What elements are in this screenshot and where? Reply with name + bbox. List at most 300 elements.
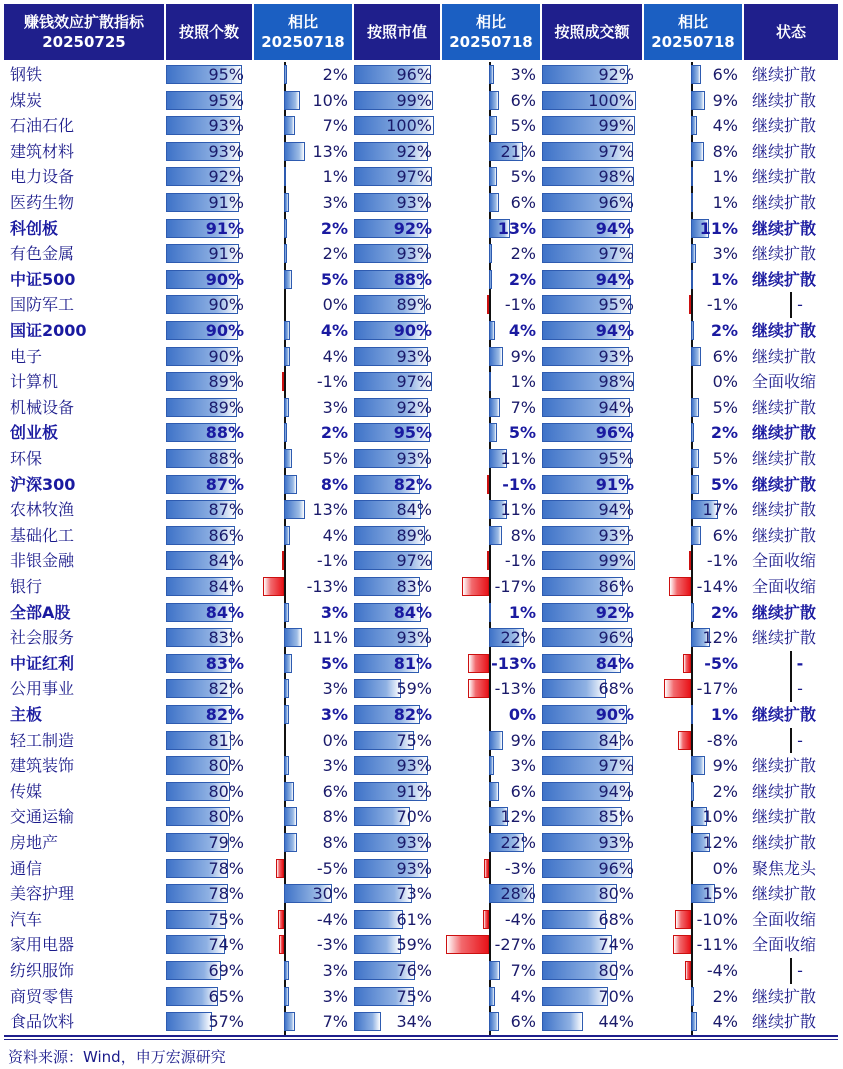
- change-value: 7%: [322, 1012, 348, 1032]
- change-value: 0%: [712, 372, 738, 392]
- level-value: 92%: [396, 141, 432, 161]
- change-value: -1%: [504, 295, 536, 315]
- change-value: 6%: [322, 781, 348, 801]
- row-name: 医药生物: [10, 193, 75, 212]
- change-value: -10%: [696, 909, 738, 929]
- level-value: 96%: [598, 858, 634, 878]
- level-value: 91%: [208, 244, 244, 264]
- level-value: 93%: [598, 346, 634, 366]
- status-label: 继续扩散: [752, 193, 817, 212]
- level-value: 99%: [598, 116, 634, 136]
- status-label: 继续扩散: [752, 1012, 817, 1032]
- change-value: 2%: [508, 269, 536, 289]
- change-value: 11%: [699, 218, 738, 238]
- row-name: 有色金属: [10, 244, 75, 264]
- header-title: 赚钱效应扩散指标 20250725: [4, 4, 164, 60]
- change-value: 8%: [510, 525, 536, 545]
- change-value: 1%: [712, 167, 738, 187]
- change-value: 12%: [702, 833, 738, 852]
- status-axis: [790, 292, 792, 318]
- level-value: 98%: [598, 167, 634, 187]
- level-value: 100%: [386, 116, 432, 136]
- change-value: 1%: [322, 167, 348, 187]
- table-row: [0, 472, 843, 498]
- level-value: 84%: [208, 577, 244, 596]
- table-row: [0, 241, 843, 267]
- table-row: [0, 292, 843, 318]
- change-value: 11%: [500, 500, 536, 520]
- level-value: 59%: [396, 679, 432, 699]
- change-value: 4%: [712, 116, 738, 136]
- change-value: 5%: [508, 423, 536, 443]
- change-value: 8%: [322, 807, 348, 827]
- level-value: 94%: [598, 781, 634, 801]
- level-value: 93%: [396, 244, 432, 264]
- level-value: 83%: [396, 577, 432, 596]
- change-value: -1%: [706, 551, 738, 571]
- level-value: 93%: [396, 193, 432, 212]
- row-name: 国证2000: [10, 321, 87, 340]
- change-value: 3%: [322, 679, 348, 699]
- change-value: 6%: [712, 346, 738, 366]
- status-label: 继续扩散: [752, 833, 817, 852]
- table-row: [0, 216, 843, 242]
- change-value: -13%: [494, 679, 536, 699]
- status-label: 继续扩散: [752, 269, 817, 289]
- status-label: 继续扩散: [752, 474, 817, 494]
- change-value: 12%: [702, 628, 738, 648]
- header-status: 状态: [744, 4, 838, 60]
- level-value: 84%: [393, 602, 432, 622]
- header-mktcap: 按照市值: [354, 4, 440, 60]
- status-label: 全面收缩: [752, 935, 817, 955]
- level-value: 70%: [598, 986, 634, 1006]
- change-value: 1%: [510, 372, 536, 392]
- change-value: 11%: [500, 449, 536, 468]
- change-value: 5%: [510, 167, 536, 187]
- change-value: -1%: [502, 474, 536, 494]
- row-name: 非银金融: [10, 551, 75, 571]
- status-label: 继续扩散: [752, 756, 817, 776]
- change-value: 30%: [312, 884, 348, 904]
- level-value: 87%: [208, 500, 244, 520]
- level-value: 83%: [205, 653, 244, 673]
- level-value: 81%: [393, 653, 432, 673]
- level-value: 97%: [598, 244, 634, 264]
- level-value: 34%: [396, 1012, 432, 1032]
- row-name: 公用事业: [10, 679, 75, 699]
- table-row: [0, 190, 843, 216]
- change-value: 3%: [510, 65, 536, 84]
- change-value: -1%: [316, 551, 348, 571]
- level-value: 92%: [595, 602, 634, 622]
- change-value: 3%: [320, 705, 348, 724]
- level-value: 84%: [396, 500, 432, 520]
- change-value: 8%: [712, 141, 738, 161]
- table-row: [0, 369, 843, 395]
- level-value: 93%: [598, 833, 634, 852]
- row-name: 建筑装饰: [10, 756, 75, 776]
- level-value: 96%: [598, 193, 634, 212]
- header-mktcap-change: 相比 20250718: [442, 4, 540, 60]
- change-value: 7%: [510, 397, 536, 417]
- status-label: 继续扩散: [752, 141, 817, 161]
- status-label: 继续扩散: [752, 602, 817, 622]
- level-value: 96%: [396, 65, 432, 84]
- status-label: 继续扩散: [752, 705, 817, 724]
- table-row: [0, 881, 843, 907]
- change-value: 3%: [322, 193, 348, 212]
- level-value: 95%: [208, 90, 244, 110]
- level-value: 61%: [396, 909, 432, 929]
- table-row: [0, 267, 843, 293]
- status-label: 继续扩散: [752, 218, 817, 238]
- level-value: 90%: [205, 269, 244, 289]
- row-name: 银行: [10, 577, 43, 596]
- row-name: 煤炭: [10, 90, 43, 110]
- change-value: -3%: [504, 858, 536, 878]
- level-value: 92%: [393, 218, 432, 238]
- change-value: 2%: [322, 244, 348, 264]
- table-row: [0, 779, 843, 805]
- level-value: 80%: [208, 781, 244, 801]
- status-label: 继续扩散: [752, 116, 817, 136]
- status-label: 全面收缩: [752, 577, 817, 596]
- status-label: 全面收缩: [752, 909, 817, 929]
- change-value: 6%: [510, 1012, 536, 1032]
- level-value: 97%: [396, 551, 432, 571]
- row-name: 社会服务: [10, 628, 75, 648]
- bottom-rule-thin: [4, 1039, 838, 1040]
- level-value: 82%: [208, 679, 244, 699]
- level-value: 93%: [396, 833, 432, 852]
- level-value: 88%: [208, 449, 244, 468]
- row-name: 机械设备: [10, 397, 75, 417]
- level-value: 78%: [208, 884, 244, 904]
- change-value: 12%: [500, 807, 536, 827]
- change-value: 4%: [510, 986, 536, 1006]
- row-name: 全部A股: [10, 602, 71, 622]
- change-value: -3%: [316, 935, 348, 955]
- level-value: 97%: [396, 167, 432, 187]
- status-label: 继续扩散: [752, 525, 817, 545]
- status-label: 继续扩散: [752, 244, 817, 264]
- table-row: [0, 497, 843, 523]
- level-value: 93%: [396, 756, 432, 776]
- table-row: [0, 139, 843, 165]
- level-value: 90%: [595, 705, 634, 724]
- level-value: 86%: [598, 577, 634, 596]
- change-value: 5%: [712, 397, 738, 417]
- status-axis: [790, 676, 792, 702]
- level-value: 93%: [598, 525, 634, 545]
- level-value: 94%: [598, 500, 634, 520]
- change-value: 1%: [712, 193, 738, 212]
- table-row: [0, 344, 843, 370]
- status-axis: [790, 728, 792, 754]
- change-value: 7%: [322, 116, 348, 136]
- status-label: 继续扩散: [752, 986, 817, 1006]
- status-axis: [790, 651, 792, 677]
- level-value: 88%: [393, 269, 432, 289]
- change-value: 2%: [712, 781, 738, 801]
- level-value: 93%: [396, 628, 432, 648]
- change-value: 0%: [322, 295, 348, 315]
- status-label: -: [797, 295, 803, 315]
- row-name: 家用电器: [10, 935, 75, 955]
- status-label: 继续扩散: [752, 346, 817, 366]
- level-value: 88%: [205, 423, 244, 443]
- status-label: 全面收缩: [752, 551, 817, 571]
- change-value: -13%: [306, 577, 348, 596]
- level-value: 70%: [396, 807, 432, 827]
- status-label: 聚焦龙头: [752, 858, 817, 878]
- level-value: 75%: [208, 909, 244, 929]
- change-value: 5%: [320, 653, 348, 673]
- row-name: 石油石化: [10, 116, 75, 136]
- level-value: 95%: [598, 449, 634, 468]
- change-value: 0%: [508, 705, 536, 724]
- level-value: 93%: [396, 858, 432, 878]
- row-name: 基础化工: [10, 525, 75, 545]
- level-value: 92%: [396, 397, 432, 417]
- change-value: -27%: [494, 935, 536, 955]
- row-name: 轻工制造: [10, 730, 75, 750]
- change-value: 9%: [712, 90, 738, 110]
- change-value: 2%: [712, 986, 738, 1006]
- source-note: 资料来源：Wind，申万宏源研究: [8, 1048, 226, 1066]
- change-value: 2%: [322, 65, 348, 84]
- table-row: [0, 932, 843, 958]
- level-value: 80%: [598, 884, 634, 904]
- level-value: 93%: [396, 346, 432, 366]
- row-name: 环保: [10, 449, 43, 468]
- level-value: 82%: [205, 705, 244, 724]
- change-value: -4%: [504, 909, 536, 929]
- level-value: 81%: [208, 730, 244, 750]
- status-label: 继续扩散: [752, 65, 817, 84]
- change-value: 3%: [510, 756, 536, 776]
- status-label: 继续扩散: [752, 500, 817, 520]
- change-value: 1%: [710, 705, 738, 724]
- change-value: 5%: [712, 449, 738, 468]
- level-value: 90%: [205, 321, 244, 340]
- level-value: 84%: [595, 653, 634, 673]
- status-label: -: [797, 730, 803, 750]
- row-name: 传媒: [10, 781, 43, 801]
- change-value: 9%: [510, 730, 536, 750]
- level-value: 93%: [208, 141, 244, 161]
- change-value: 4%: [322, 346, 348, 366]
- row-name: 创业板: [10, 423, 59, 443]
- row-name: 计算机: [10, 372, 59, 392]
- table-row: [0, 62, 843, 88]
- level-value: 94%: [595, 269, 634, 289]
- row-name: 国防军工: [10, 295, 75, 315]
- row-name: 中证红利: [10, 653, 75, 673]
- header-turnover-change: 相比 20250718: [644, 4, 742, 60]
- level-value: 89%: [208, 372, 244, 392]
- level-value: 57%: [208, 1012, 244, 1032]
- status-label: 继续扩散: [752, 884, 817, 904]
- change-value: 2%: [510, 244, 536, 264]
- status-label: 继续扩散: [752, 449, 817, 468]
- level-value: 95%: [598, 295, 634, 315]
- change-value: -14%: [696, 577, 738, 596]
- level-value: 68%: [598, 909, 634, 929]
- change-value: 3%: [322, 986, 348, 1006]
- status-label: -: [797, 679, 803, 699]
- status-label: 继续扩散: [752, 781, 817, 801]
- level-value: 90%: [208, 295, 244, 315]
- table-row: [0, 164, 843, 190]
- row-name: 食品饮料: [10, 1012, 75, 1032]
- change-value: -13%: [491, 653, 536, 673]
- change-value: 3%: [322, 756, 348, 776]
- change-value: -1%: [706, 295, 738, 315]
- change-value: 6%: [510, 193, 536, 212]
- level-value: 94%: [595, 321, 634, 340]
- table-row: [0, 702, 843, 728]
- level-value: 80%: [208, 807, 244, 827]
- table-row: [0, 984, 843, 1010]
- status-label: 继续扩散: [752, 321, 817, 340]
- change-value: 1%: [710, 269, 738, 289]
- level-value: 73%: [396, 884, 432, 904]
- row-name: 商贸零售: [10, 986, 75, 1006]
- level-value: 78%: [208, 858, 244, 878]
- level-value: 90%: [393, 321, 432, 340]
- level-value: 97%: [598, 756, 634, 776]
- table-row: [0, 728, 843, 754]
- table-row: [0, 830, 843, 856]
- level-value: 82%: [393, 705, 432, 724]
- change-value: 3%: [712, 244, 738, 264]
- table-row: [0, 88, 843, 114]
- change-value: 5%: [322, 449, 348, 468]
- level-value: 80%: [208, 756, 244, 776]
- status-label: 继续扩散: [752, 423, 817, 443]
- level-value: 86%: [208, 525, 244, 545]
- table-row: [0, 625, 843, 651]
- change-value: 2%: [320, 423, 348, 443]
- level-value: 89%: [396, 295, 432, 315]
- change-value: 2%: [710, 321, 738, 340]
- change-value: 7%: [510, 961, 536, 980]
- change-value: 9%: [510, 346, 536, 366]
- level-value: 75%: [396, 986, 432, 1006]
- status-label: 继续扩散: [752, 167, 817, 187]
- table-row: [0, 548, 843, 574]
- level-value: 75%: [396, 730, 432, 750]
- table-header: [4, 4, 838, 60]
- status-label: 继续扩散: [752, 90, 817, 110]
- level-value: 91%: [396, 781, 432, 801]
- level-value: 92%: [208, 167, 244, 187]
- change-value: 8%: [322, 833, 348, 852]
- row-name: 电子: [10, 346, 43, 366]
- change-value: -17%: [696, 679, 738, 699]
- level-value: 99%: [396, 90, 432, 110]
- row-name: 农林牧渔: [10, 500, 75, 520]
- level-value: 74%: [598, 935, 634, 955]
- change-value: -5%: [316, 858, 348, 878]
- level-value: 97%: [598, 141, 634, 161]
- change-value: 22%: [500, 833, 536, 852]
- change-value: 3%: [322, 961, 348, 980]
- level-value: 95%: [208, 65, 244, 84]
- change-value: -8%: [706, 730, 738, 750]
- change-value: 11%: [312, 628, 348, 648]
- level-value: 69%: [208, 961, 244, 980]
- table-row: [0, 395, 843, 421]
- level-value: 96%: [598, 628, 634, 648]
- change-value: 0%: [322, 730, 348, 750]
- row-name: 电力设备: [10, 167, 75, 187]
- level-value: 83%: [208, 628, 244, 648]
- table-row: [0, 907, 843, 933]
- table-row: [0, 958, 843, 984]
- row-name: 纺织服饰: [10, 961, 75, 980]
- status-label: -: [797, 961, 803, 980]
- level-value: 91%: [205, 218, 244, 238]
- change-value: 2%: [710, 423, 738, 443]
- table-row: [0, 804, 843, 830]
- level-value: 65%: [208, 986, 244, 1006]
- level-value: 44%: [598, 1012, 634, 1032]
- row-name: 科创板: [10, 218, 59, 238]
- level-value: 90%: [208, 346, 244, 366]
- level-value: 96%: [595, 423, 634, 443]
- level-value: 100%: [588, 90, 634, 110]
- change-value: 4%: [508, 321, 536, 340]
- level-value: 68%: [598, 679, 634, 699]
- change-value: 13%: [312, 500, 348, 520]
- level-value: 59%: [396, 935, 432, 955]
- change-value: 22%: [500, 628, 536, 648]
- level-value: 87%: [205, 474, 244, 494]
- change-value: -4%: [706, 961, 738, 980]
- change-value: 28%: [500, 884, 536, 904]
- level-value: 97%: [396, 372, 432, 392]
- row-name: 房地产: [10, 833, 59, 852]
- table-row: [0, 113, 843, 139]
- row-name: 美容护理: [10, 884, 75, 904]
- table-row: [0, 753, 843, 779]
- change-value: 4%: [320, 321, 348, 340]
- level-value: 99%: [598, 551, 634, 571]
- level-value: 98%: [598, 372, 634, 392]
- change-value: 9%: [712, 756, 738, 776]
- table-row: [0, 523, 843, 549]
- row-name: 交通运输: [10, 807, 75, 827]
- level-value: 91%: [208, 193, 244, 212]
- change-value: 13%: [497, 218, 536, 238]
- change-value: 3%: [320, 602, 348, 622]
- level-value: 93%: [208, 116, 244, 136]
- change-value: 6%: [510, 90, 536, 110]
- change-value: 5%: [510, 116, 536, 136]
- change-value: 10%: [312, 90, 348, 110]
- table-row: [0, 574, 843, 600]
- row-name: 通信: [10, 858, 43, 878]
- level-value: 85%: [598, 807, 634, 827]
- change-value: 4%: [322, 525, 348, 545]
- table-row: [0, 318, 843, 344]
- bottom-rule: [4, 1035, 838, 1037]
- status-label: 继续扩散: [752, 397, 817, 417]
- change-value: 3%: [322, 397, 348, 417]
